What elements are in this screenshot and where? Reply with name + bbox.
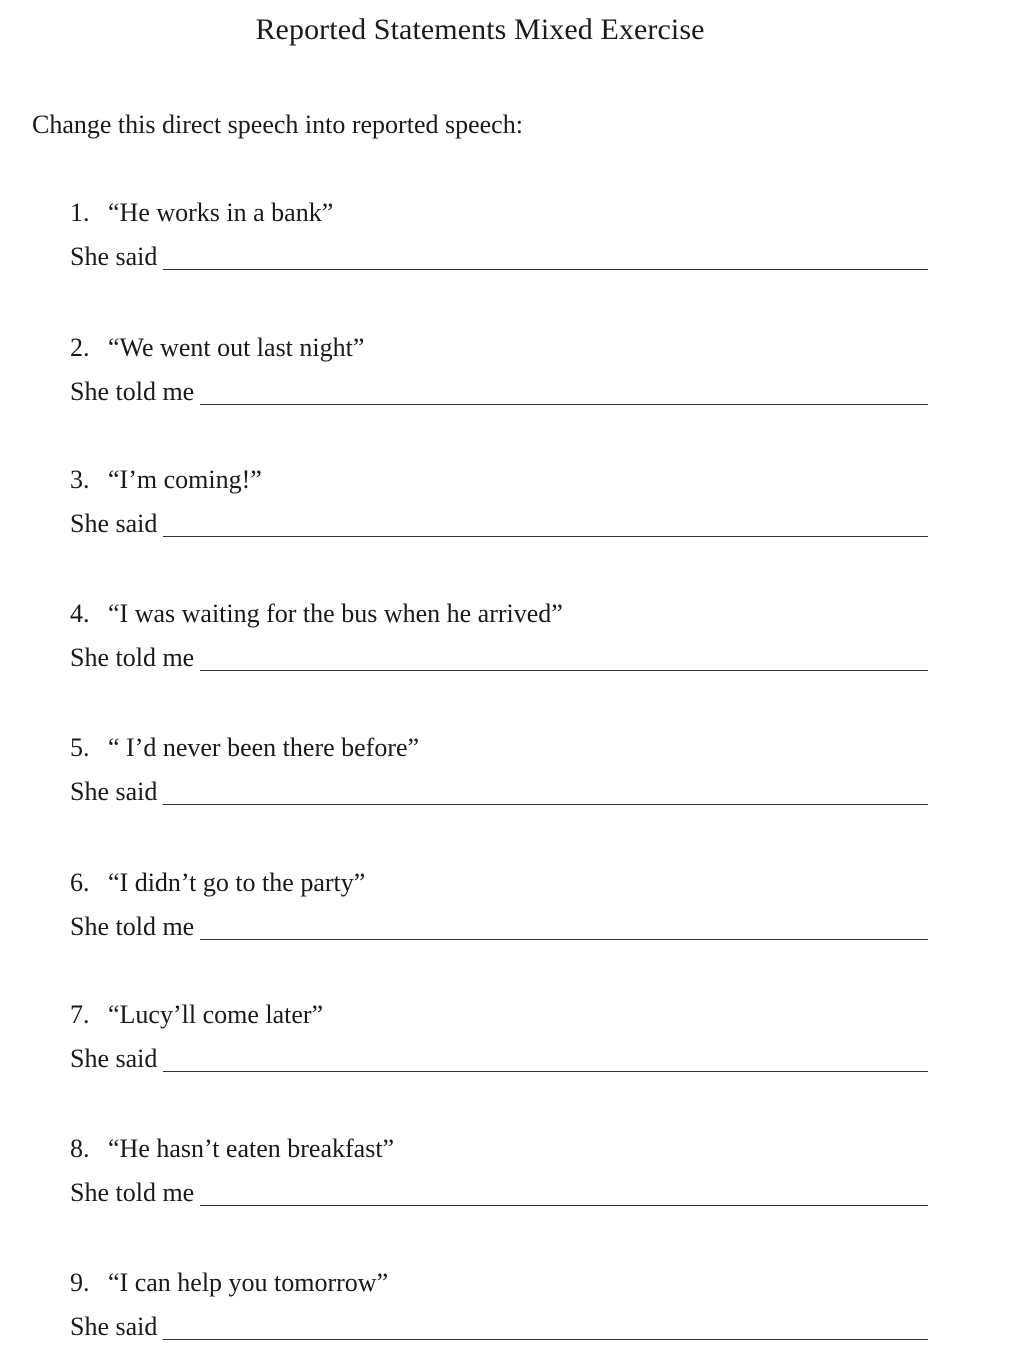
question-quote: “I can help you tomorrow” — [108, 1268, 389, 1297]
answer-blank[interactable] — [200, 913, 928, 940]
question — [70, 463, 262, 497]
answer-blank[interactable] — [163, 243, 928, 270]
answer-blank[interactable] — [163, 778, 928, 805]
answer-blank[interactable] — [200, 644, 928, 671]
instruction-text: Change this direct speech into reported speech: — [32, 110, 523, 139]
question-number: 4. — [70, 599, 90, 628]
question-quote: “ I’d never been there before” — [108, 733, 420, 762]
answer-line — [70, 1176, 928, 1210]
question-number: 6. — [70, 868, 90, 897]
answer-line — [70, 240, 928, 274]
answer-line — [70, 775, 928, 809]
page-title: Reported Statements Mixed Exercise — [255, 13, 705, 46]
answer-line — [70, 375, 928, 409]
answer-prefix: She said — [70, 1044, 158, 1073]
question — [70, 196, 333, 230]
question-number: 1. — [70, 198, 90, 227]
answer-prefix: She told me — [70, 643, 195, 672]
question — [70, 1266, 388, 1300]
answer-prefix: She told me — [70, 1178, 195, 1207]
answer-line — [70, 910, 928, 944]
question — [70, 331, 364, 365]
question-quote: “He hasn’t eaten breakfast” — [108, 1134, 395, 1163]
question — [70, 731, 419, 765]
question-quote: “I’m coming!” — [108, 465, 262, 494]
answer-line — [70, 641, 928, 675]
answer-line — [70, 507, 928, 541]
answer-line — [70, 1042, 928, 1076]
question-number: 3. — [70, 465, 90, 494]
answer-prefix: She said — [70, 1312, 158, 1341]
question — [70, 866, 365, 900]
question — [70, 998, 323, 1032]
question — [70, 597, 563, 631]
question-quote: “We went out last night” — [108, 333, 365, 362]
answer-prefix: She said — [70, 242, 158, 271]
question-number: 8. — [70, 1134, 90, 1163]
answer-prefix: She said — [70, 777, 158, 806]
question — [70, 1132, 394, 1166]
question-quote: “Lucy’ll come later” — [108, 1000, 324, 1029]
question-number: 9. — [70, 1268, 90, 1297]
answer-prefix: She told me — [70, 912, 195, 941]
answer-line — [70, 1310, 928, 1344]
answer-blank[interactable] — [163, 1045, 928, 1072]
question-number: 2. — [70, 333, 90, 362]
answer-blank[interactable] — [163, 1313, 928, 1340]
question-number: 7. — [70, 1000, 90, 1029]
question-quote: “I didn’t go to the party” — [108, 868, 366, 897]
answer-prefix: She said — [70, 509, 158, 538]
question-quote: “I was waiting for the bus when he arrived” — [108, 599, 563, 628]
answer-blank[interactable] — [163, 510, 928, 537]
question-number: 5. — [70, 733, 90, 762]
answer-blank[interactable] — [200, 378, 928, 405]
question-quote: “He works in a bank” — [108, 198, 334, 227]
answer-prefix: She told me — [70, 377, 195, 406]
answer-blank[interactable] — [200, 1179, 928, 1206]
